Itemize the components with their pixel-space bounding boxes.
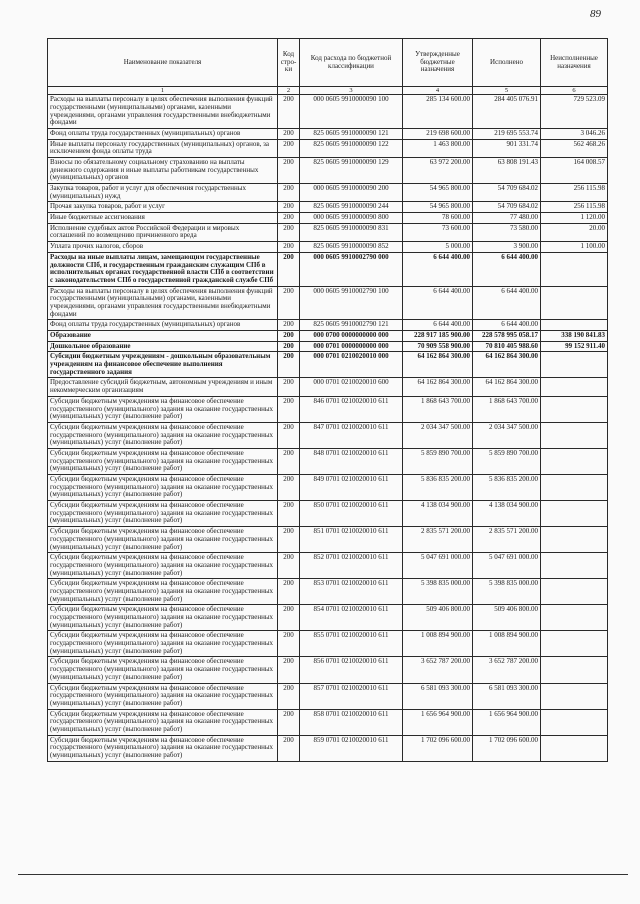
cell-name: Субсидии бюджетным учреждениям на финансовое обеспечение государственного (муниципального) задания на оказание государственных (муниципальных) услуг (выполнение работ) xyxy=(48,605,278,631)
cell-name: Уплата прочих налогов, сборов xyxy=(48,242,278,253)
cell-approved: 3 652 787 200.00 xyxy=(403,657,473,683)
column-number: 6 xyxy=(541,87,608,95)
table-row xyxy=(48,184,608,202)
cell-approved: 5 836 835 200.00 xyxy=(403,475,473,501)
cell-approved: 1 656 964 900.00 xyxy=(403,709,473,735)
cell-remaining: 1 120.00 xyxy=(541,213,608,224)
cell-budget-code: 000 0605 9910000090 800 xyxy=(300,213,403,224)
cell-remaining xyxy=(541,553,608,579)
cell-budget-code: 854 0701 0210020010 611 xyxy=(300,605,403,631)
cell-approved: 1 868 643 700.00 xyxy=(403,396,473,422)
cell-approved: 70 909 558 900.00 xyxy=(403,341,473,352)
cell-name: Иные выплаты персоналу государственных (муниципальных) органов, за исключением фонда оплаты труда xyxy=(48,139,278,157)
cell-name: Фонд оплаты труда государственных (муниципальных) органов xyxy=(48,128,278,139)
cell-remaining: 338 190 841.83 xyxy=(541,331,608,342)
cell-approved: 78 600.00 xyxy=(403,213,473,224)
column-number: 4 xyxy=(403,87,473,95)
cell-line-code: 200 xyxy=(278,501,300,527)
cell-executed: 6 581 093 300.00 xyxy=(473,683,541,709)
table-row xyxy=(48,202,608,213)
cell-line-code: 200 xyxy=(278,331,300,342)
cell-budget-code: 825 0605 9910000090 244 xyxy=(300,202,403,213)
cell-budget-code: 849 0701 0210020010 611 xyxy=(300,475,403,501)
cell-approved: 54 965 800.00 xyxy=(403,184,473,202)
table-row xyxy=(48,475,608,501)
table-row xyxy=(48,709,608,735)
cell-executed: 5 398 835 000.00 xyxy=(473,579,541,605)
cell-approved: 6 581 093 300.00 xyxy=(403,683,473,709)
cell-budget-code: 000 0605 9910002790 000 xyxy=(300,252,403,286)
cell-budget-code: 848 0701 0210020010 611 xyxy=(300,448,403,474)
cell-approved: 5 000.00 xyxy=(403,242,473,253)
cell-line-code: 200 xyxy=(278,213,300,224)
cell-remaining xyxy=(541,378,608,396)
table-row xyxy=(48,448,608,474)
cell-executed: 2 034 347 500.00 xyxy=(473,422,541,448)
cell-remaining xyxy=(541,605,608,631)
cell-executed: 64 162 864 300.00 xyxy=(473,352,541,378)
cell-name: Субсидии бюджетным учреждениям на финансовое обеспечение государственного (муниципального) задания на оказание государственных (муниципальных) услуг (выполнение работ) xyxy=(48,579,278,605)
cell-remaining xyxy=(541,448,608,474)
table-row xyxy=(48,320,608,331)
table-row xyxy=(48,657,608,683)
cell-executed: 1 656 964 900.00 xyxy=(473,709,541,735)
cell-line-code: 200 xyxy=(278,320,300,331)
cell-executed: 1 008 894 900.00 xyxy=(473,631,541,657)
cell-remaining xyxy=(541,252,608,286)
cell-executed: 3 900.00 xyxy=(473,242,541,253)
cell-remaining xyxy=(541,320,608,331)
table-row xyxy=(48,252,608,286)
cell-approved: 73 600.00 xyxy=(403,223,473,241)
cell-name: Исполнение судебных актов Российской Федерации и мировых соглашений по возмещению причиненного вреда xyxy=(48,223,278,241)
cell-line-code: 200 xyxy=(278,709,300,735)
cell-approved: 219 698 600.00 xyxy=(403,128,473,139)
cell-line-code: 200 xyxy=(278,286,300,320)
cell-remaining: 3 046.26 xyxy=(541,128,608,139)
cell-name: Закупка товаров, работ и услуг для обеспечения государственных (муниципальных) нужд xyxy=(48,184,278,202)
cell-approved: 63 972 200.00 xyxy=(403,157,473,183)
cell-executed: 6 644 400.00 xyxy=(473,252,541,286)
cell-line-code: 200 xyxy=(278,631,300,657)
cell-budget-code: 000 0605 9910000090 200 xyxy=(300,184,403,202)
cell-remaining: 164 008.57 xyxy=(541,157,608,183)
table-row xyxy=(48,422,608,448)
cell-name: Субсидии бюджетным учреждениям на финансовое обеспечение государственного (муниципального) задания на оказание государственных (муниципальных) услуг (выполнение работ) xyxy=(48,709,278,735)
cell-line-code: 200 xyxy=(278,341,300,352)
cell-approved: 4 138 034 900.00 xyxy=(403,501,473,527)
cell-approved: 5 859 890 700.00 xyxy=(403,448,473,474)
cell-name: Дошкольное образование xyxy=(48,341,278,352)
cell-executed: 2 835 571 200.00 xyxy=(473,527,541,553)
cell-line-code: 200 xyxy=(278,157,300,183)
table-row xyxy=(48,396,608,422)
header-remaining: Неисполненные назначения xyxy=(541,39,608,87)
cell-name: Субсидии бюджетным учреждениям на финансовое обеспечение государственного (муниципального) задания на оказание государственных (муниципальных) услуг (выполнение работ) xyxy=(48,553,278,579)
cell-approved: 509 406 800.00 xyxy=(403,605,473,631)
cell-line-code: 200 xyxy=(278,579,300,605)
cell-executed: 77 480.00 xyxy=(473,213,541,224)
cell-budget-code: 825 0605 9910000090 121 xyxy=(300,128,403,139)
cell-executed: 219 695 553.74 xyxy=(473,128,541,139)
cell-executed: 1 868 643 700.00 xyxy=(473,396,541,422)
cell-approved: 5 398 835 000.00 xyxy=(403,579,473,605)
cell-remaining xyxy=(541,683,608,709)
cell-budget-code: 825 0605 9910000090 129 xyxy=(300,157,403,183)
table-row xyxy=(48,579,608,605)
cell-remaining xyxy=(541,579,608,605)
cell-line-code: 200 xyxy=(278,605,300,631)
table-row xyxy=(48,683,608,709)
table-row xyxy=(48,378,608,396)
cell-executed: 3 652 787 200.00 xyxy=(473,657,541,683)
cell-approved: 228 917 185 900.00 xyxy=(403,331,473,342)
cell-budget-code: 859 0701 0210020010 611 xyxy=(300,735,403,761)
cell-line-code: 200 xyxy=(278,242,300,253)
cell-budget-code: 000 0700 0000000000 000 xyxy=(300,331,403,342)
cell-approved: 5 047 691 000.00 xyxy=(403,553,473,579)
table-row xyxy=(48,527,608,553)
cell-approved: 2 835 571 200.00 xyxy=(403,527,473,553)
cell-executed: 64 162 864 300.00 xyxy=(473,378,541,396)
cell-approved: 2 034 347 500.00 xyxy=(403,422,473,448)
cell-executed: 228 578 995 058.17 xyxy=(473,331,541,342)
table-row xyxy=(48,286,608,320)
cell-executed: 73 580.00 xyxy=(473,223,541,241)
cell-budget-code: 000 0605 9910000090 100 xyxy=(300,95,403,129)
cell-line-code: 200 xyxy=(278,378,300,396)
cell-approved: 54 965 800.00 xyxy=(403,202,473,213)
table-row xyxy=(48,213,608,224)
cell-remaining: 729 523.09 xyxy=(541,95,608,129)
cell-budget-code: 858 0701 0210020010 611 xyxy=(300,709,403,735)
cell-executed: 4 138 034 900.00 xyxy=(473,501,541,527)
cell-approved: 6 644 400.00 xyxy=(403,252,473,286)
cell-remaining: 562 468.26 xyxy=(541,139,608,157)
cell-budget-code: 825 0605 9910000090 852 xyxy=(300,242,403,253)
cell-name: Расходы на выплаты персоналу в целях обеспечения выполнения функций государственными (муниципальными) органами, казенными учреждениями, органами управления государственными внебюджетными фондами xyxy=(48,286,278,320)
cell-name: Предоставление субсидий бюджетным, автономным учреждениям и иным некоммерческим организациям xyxy=(48,378,278,396)
cell-executed: 54 709 684.02 xyxy=(473,202,541,213)
cell-line-code: 200 xyxy=(278,223,300,241)
cell-budget-code: 847 0701 0210020010 611 xyxy=(300,422,403,448)
cell-budget-code: 825 0605 9910000090 831 xyxy=(300,223,403,241)
table-row xyxy=(48,223,608,241)
cell-remaining xyxy=(541,286,608,320)
cell-executed: 901 331.74 xyxy=(473,139,541,157)
header-budget-code: Код расхода по бюджетной классификации xyxy=(300,39,403,87)
cell-executed: 509 406 800.00 xyxy=(473,605,541,631)
cell-remaining xyxy=(541,422,608,448)
cell-budget-code: 825 0605 9910000090 122 xyxy=(300,139,403,157)
cell-line-code: 200 xyxy=(278,553,300,579)
cell-name: Субсидии бюджетным учреждениям на финансовое обеспечение государственного (муниципального) задания на оказание государственных (муниципальных) услуг (выполнение работ) xyxy=(48,422,278,448)
cell-executed: 63 808 191.43 xyxy=(473,157,541,183)
cell-name: Субсидии бюджетным учреждениям на финансовое обеспечение государственного (муниципального) задания на оказание государственных (муниципальных) услуг (выполнение работ) xyxy=(48,475,278,501)
header-executed: Исполнено xyxy=(473,39,541,87)
cell-approved: 1 008 894 900.00 xyxy=(403,631,473,657)
table-row xyxy=(48,605,608,631)
cell-budget-code: 856 0701 0210020010 611 xyxy=(300,657,403,683)
cell-approved: 64 162 864 300.00 xyxy=(403,378,473,396)
cell-executed: 5 859 890 700.00 xyxy=(473,448,541,474)
cell-remaining: 256 115.98 xyxy=(541,184,608,202)
cell-executed: 284 405 076.91 xyxy=(473,95,541,129)
cell-line-code: 200 xyxy=(278,475,300,501)
cell-budget-code: 850 0701 0210020010 611 xyxy=(300,501,403,527)
cell-line-code: 200 xyxy=(278,657,300,683)
cell-approved: 1 702 096 600.00 xyxy=(403,735,473,761)
cell-line-code: 200 xyxy=(278,735,300,761)
cell-line-code: 200 xyxy=(278,527,300,553)
cell-name: Иные бюджетные ассигнования xyxy=(48,213,278,224)
cell-name: Субсидии бюджетным учреждениям на финансовое обеспечение государственного (муниципального) задания на оказание государственных (муниципальных) услуг (выполнение работ) xyxy=(48,501,278,527)
cell-executed: 54 709 684.02 xyxy=(473,184,541,202)
cell-remaining: 20.00 xyxy=(541,223,608,241)
cell-remaining xyxy=(541,396,608,422)
cell-remaining xyxy=(541,657,608,683)
cell-remaining: 99 152 911.40 xyxy=(541,341,608,352)
cell-budget-code: 851 0701 0210020010 611 xyxy=(300,527,403,553)
cell-name: Фонд оплаты труда государственных (муниципальных) органов xyxy=(48,320,278,331)
cell-budget-code: 852 0701 0210020010 611 xyxy=(300,553,403,579)
cell-approved: 6 644 400.00 xyxy=(403,286,473,320)
cell-remaining: 1 100.00 xyxy=(541,242,608,253)
table-header-row xyxy=(48,39,608,87)
cell-remaining xyxy=(541,527,608,553)
cell-budget-code: 000 0605 9910002790 100 xyxy=(300,286,403,320)
budget-execution-table xyxy=(47,38,608,762)
page-number: 89 xyxy=(590,8,601,20)
cell-budget-code: 000 0701 0000000000 000 xyxy=(300,341,403,352)
table-row xyxy=(48,331,608,342)
table-row xyxy=(48,631,608,657)
cell-remaining: 256 115.98 xyxy=(541,202,608,213)
cell-budget-code: 853 0701 0210020010 611 xyxy=(300,579,403,605)
cell-name: Расходы на иные выплаты лицам, замещающим государственные должности СПб, и государственным гражданским служащим СПб в исполнительных органах государственной власти СПб в соответствии с законодательством СПб о государственной гражданской службе СПб xyxy=(48,252,278,286)
cell-line-code: 200 xyxy=(278,252,300,286)
cell-executed: 70 810 405 988.60 xyxy=(473,341,541,352)
table-row xyxy=(48,501,608,527)
cell-name: Субсидии бюджетным учреждениям - дошкольным образовательным учреждениям на финансовое обеспечение выполнения государственного задания xyxy=(48,352,278,378)
cell-line-code: 200 xyxy=(278,139,300,157)
cell-executed: 6 644 400.00 xyxy=(473,320,541,331)
table-row xyxy=(48,242,608,253)
cell-line-code: 200 xyxy=(278,448,300,474)
cell-remaining xyxy=(541,735,608,761)
cell-name: Субсидии бюджетным учреждениям на финансовое обеспечение государственного (муниципального) задания на оказание государственных (муниципальных) услуг (выполнение работ) xyxy=(48,448,278,474)
table-row xyxy=(48,352,608,378)
cell-executed: 6 644 400.00 xyxy=(473,286,541,320)
cell-remaining xyxy=(541,501,608,527)
column-number: 5 xyxy=(473,87,541,95)
cell-remaining xyxy=(541,352,608,378)
header-line-code: Код стро-ки xyxy=(278,39,300,87)
cell-approved: 285 134 600.00 xyxy=(403,95,473,129)
cell-remaining xyxy=(541,475,608,501)
cell-name: Прочая закупка товаров, работ и услуг xyxy=(48,202,278,213)
table-row xyxy=(48,341,608,352)
cell-line-code: 200 xyxy=(278,422,300,448)
cell-executed: 5 047 691 000.00 xyxy=(473,553,541,579)
cell-line-code: 200 xyxy=(278,683,300,709)
cell-name: Субсидии бюджетным учреждениям на финансовое обеспечение государственного (муниципального) задания на оказание государственных (муниципальных) услуг (выполнение работ) xyxy=(48,683,278,709)
cell-line-code: 200 xyxy=(278,95,300,129)
table-row xyxy=(48,128,608,139)
column-number: 2 xyxy=(278,87,300,95)
cell-budget-code: 855 0701 0210020010 611 xyxy=(300,631,403,657)
cell-name: Расходы на выплаты персоналу в целях обеспечения выполнения функций государственными (муниципальными) органами, казенными учреждениями, органами управления государственными внебюджетными фондами xyxy=(48,95,278,129)
cell-remaining xyxy=(541,631,608,657)
header-approved: Утвержденные бюджетные назначения xyxy=(403,39,473,87)
cell-name: Субсидии бюджетным учреждениям на финансовое обеспечение государственного (муниципального) задания на оказание государственных (муниципальных) услуг (выполнение работ) xyxy=(48,396,278,422)
bottom-rule xyxy=(18,874,628,875)
cell-remaining xyxy=(541,709,608,735)
cell-line-code: 200 xyxy=(278,396,300,422)
cell-name: Субсидии бюджетным учреждениям на финансовое обеспечение государственного (муниципального) задания на оказание государственных (муниципальных) услуг (выполнение работ) xyxy=(48,631,278,657)
cell-line-code: 200 xyxy=(278,128,300,139)
table-row xyxy=(48,157,608,183)
column-number-row xyxy=(48,87,608,95)
column-number: 3 xyxy=(300,87,403,95)
cell-approved: 64 162 864 300.00 xyxy=(403,352,473,378)
cell-budget-code: 000 0701 0210020010 600 xyxy=(300,378,403,396)
cell-budget-code: 825 0605 9910002790 121 xyxy=(300,320,403,331)
table-row xyxy=(48,735,608,761)
cell-approved: 1 463 800.00 xyxy=(403,139,473,157)
table-row xyxy=(48,139,608,157)
cell-line-code: 200 xyxy=(278,202,300,213)
cell-name: Субсидии бюджетным учреждениям на финансовое обеспечение государственного (муниципального) задания на оказание государственных (муниципальных) услуг (выполнение работ) xyxy=(48,735,278,761)
cell-name: Субсидии бюджетным учреждениям на финансовое обеспечение государственного (муниципального) задания на оказание государственных (муниципальных) услуг (выполнение работ) xyxy=(48,657,278,683)
column-number: 1 xyxy=(48,87,278,95)
cell-line-code: 200 xyxy=(278,184,300,202)
header-name: Наименование показателя xyxy=(48,39,278,87)
cell-executed: 5 836 835 200.00 xyxy=(473,475,541,501)
cell-line-code: 200 xyxy=(278,352,300,378)
cell-budget-code: 857 0701 0210020010 611 xyxy=(300,683,403,709)
cell-executed: 1 702 096 600.00 xyxy=(473,735,541,761)
table-row xyxy=(48,95,608,129)
table-row xyxy=(48,553,608,579)
cell-name: Взносы по обязательному социальному страхованию на выплаты денежного содержания и иные выплаты работникам государственных (муниципальных) органов xyxy=(48,157,278,183)
cell-budget-code: 846 0701 0210020010 611 xyxy=(300,396,403,422)
cell-name: Образование xyxy=(48,331,278,342)
cell-name: Субсидии бюджетным учреждениям на финансовое обеспечение государственного (муниципального) задания на оказание государственных (муниципальных) услуг (выполнение работ) xyxy=(48,527,278,553)
cell-budget-code: 000 0701 0210020010 000 xyxy=(300,352,403,378)
cell-approved: 6 644 400.00 xyxy=(403,320,473,331)
